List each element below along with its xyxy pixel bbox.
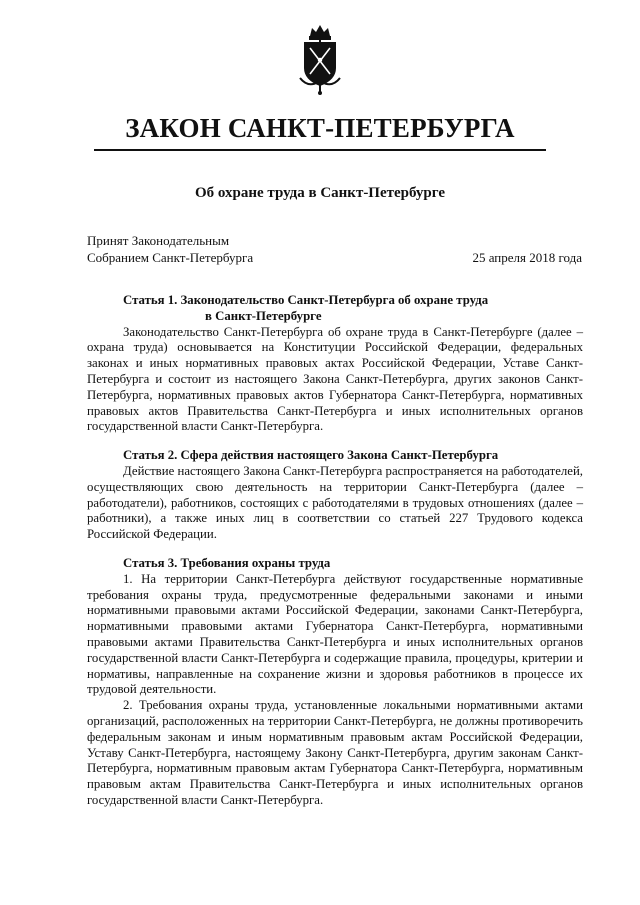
article-heading-line: Статья 2. Сфера действия настоящего Закона Санкт-Петербурга xyxy=(123,448,499,463)
article-heading-line: в Санкт-Петербурге xyxy=(205,308,322,323)
article-heading xyxy=(87,293,583,325)
adoption-line: Собранием Санкт-Петербурга xyxy=(87,250,254,265)
article-paragraph: 1. На территории Санкт-Петербурга действуют государственные нормативные требования охраны труда, предусмотренные федеральными законами и иными нормативными правовыми актами Российской Федерации, законами Санкт-Петербурга, нормативными правовыми актами Губернатора Санкт-Петербурга, нормативными правовыми актами Правительства Санкт-Петербурга и иных исполнительных органов государственной власти Санкт-Петербурга и содержащие правила, процедуры, критерии и нормативы, направленные на сохранение жизни и здоровья работников в процессе их трудовой деятельности. xyxy=(87,571,583,697)
saint-petersburg-coat-of-arms-icon xyxy=(292,22,348,98)
adoption-line: Принят Законодательным xyxy=(87,233,230,248)
article-heading-line: Статья 3. Требования охраны труда xyxy=(123,555,331,570)
article-heading xyxy=(87,448,583,464)
law-body xyxy=(87,293,583,809)
law-title: ЗАКОН САНКТ-ПЕТЕРБУРГА xyxy=(125,113,515,143)
article-paragraph: 2. Требования охраны труда, установленные локальными нормативными актами организаций, расположенных на территории Санкт-Петербурга, не должны противоречить федеральным законам и иным нормативным правовым актам Российской Федерации, Уставу Санкт-Петербурга, настоящему Закону Санкт-Петербурга, другим законам Санкт-Петербурга, нормативным правовым актам Губернатора Санкт-Петербурга, нормативным правовым актам Правительства Санкт-Петербурга и иных исполнительных органов государственной власти Санкт-Петербурга. xyxy=(87,698,583,807)
adoption-date: 25 апреля 2018 года xyxy=(472,250,582,265)
article-paragraph: Законодательство Санкт-Петербурга об охране труда в Санкт-Петербурге (далее – охрана труда) основывается на Конституции Российской Федерации, федеральных законах и иных нормативных правовых актах Российской Федерации, Уставе Санкт-Петербурга и состоит из настоящего Закона Санкт-Петербурга, других законов Санкт-Петербурга, нормативных правовых актов Губернатора Санкт-Петербурга, нормативных правовых актов Правительства Санкт-Петербурга и иных исполнительных органов государственной власти Санкт-Петербурга. xyxy=(87,324,583,434)
adoption-note xyxy=(87,232,253,266)
article-heading-line: Статья 1. Законодательство Санкт-Петербурга об охране труда xyxy=(123,293,489,307)
law-subject: Об охране труда в Санкт-Петербурге xyxy=(194,185,446,201)
article-heading xyxy=(87,556,583,572)
title-underline xyxy=(94,149,546,151)
article-paragraph: Действие настоящего Закона Санкт-Петербурга распространяется на работодателей, осуществляющих свою деятельность на территории Санкт-Петербурга (далее – работодатели), работников, состоящих с работодателями в трудовых отношениях (далее – работники), а также иных лиц в соответствии со статьей 227 Трудового кодекса Российской Федерации. xyxy=(87,463,583,542)
